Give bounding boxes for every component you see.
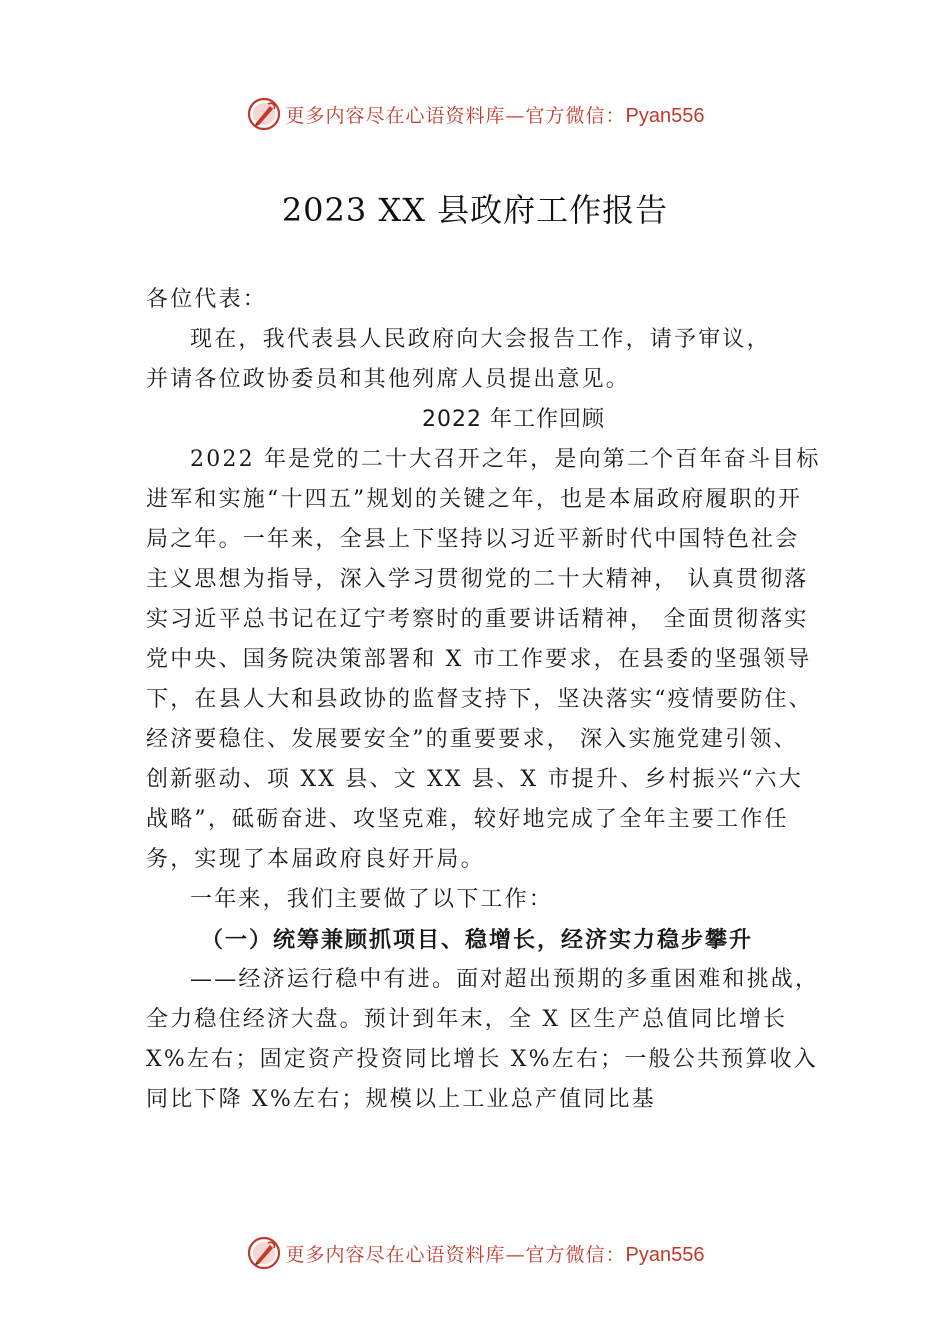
document-body	[146, 280, 821, 1120]
paragraph: 一年来，我们主要做了以下工作：	[190, 887, 554, 912]
intro-line-1: 现在，我代表县人民政府向大会报告工作，请予审议，	[190, 327, 771, 352]
pen-logo-icon	[246, 96, 282, 132]
document-title: 2023 XX 县政府工作报告	[281, 191, 669, 229]
intro-line-2: 并请各位政协委员和其他列席人员提出意见。	[146, 367, 631, 392]
watermark-text: 更多内容尽在心语资料库—官方微信：Pyan556	[285, 1243, 705, 1266]
greeting: 各位代表：	[146, 287, 268, 312]
wechat-id: Pyan556	[625, 104, 705, 127]
paragraph: 2022 年是党的二十大召开之年，是向第二个百年奋斗目标进军和实施“十四五”规划的关键之年，也是本届政府履职的开局之年。一年来，全县上下坚持以习近平新时代中国特色社会主义思想为指导，深入学习贯彻党的二十大精神， 认真贯彻落实习近平总书记在辽宁考察时的重要讲话精神， 全面贯彻落实党中央、国务院决策部署和 X 市工作要求，在县委的坚强领导下，在县人大和县政协的监督支持下，坚决落实“疫情要防住、经济要稳住、发展要安全”的重要要求， 深入实施党建引领、创新驱动、项 XX 县、文 XX 县、X 市提升、乡村振兴“六大战略”，砥砺奋进、攻坚克难，较好地完成了全年主要工作任务，实现了本届政府良好开局。	[146, 447, 821, 872]
watermark-header	[0, 94, 950, 134]
paragraph: ——经济运行稳中有进。面对超出预期的多重困难和挑战，全力稳住经济大盘。预计到年末，全 X 区生产总值同比增长 X%左右；固定资产投资同比增长 X%左右；一般公共预算收入同比下降 X%左右；规模以上工业总产值同比基	[146, 967, 820, 1112]
wechat-id: Pyan556	[625, 1243, 705, 1266]
section-title: 2022 年工作回顾	[422, 407, 605, 432]
watermark-footer	[0, 1233, 950, 1273]
watermark-text: 更多内容尽在心语资料库—官方微信：Pyan556	[285, 104, 705, 127]
pen-logo-icon	[246, 1235, 282, 1271]
sub-heading: （一）统筹兼顾抓项目、稳增长，经济实力稳步攀升	[201, 927, 754, 953]
